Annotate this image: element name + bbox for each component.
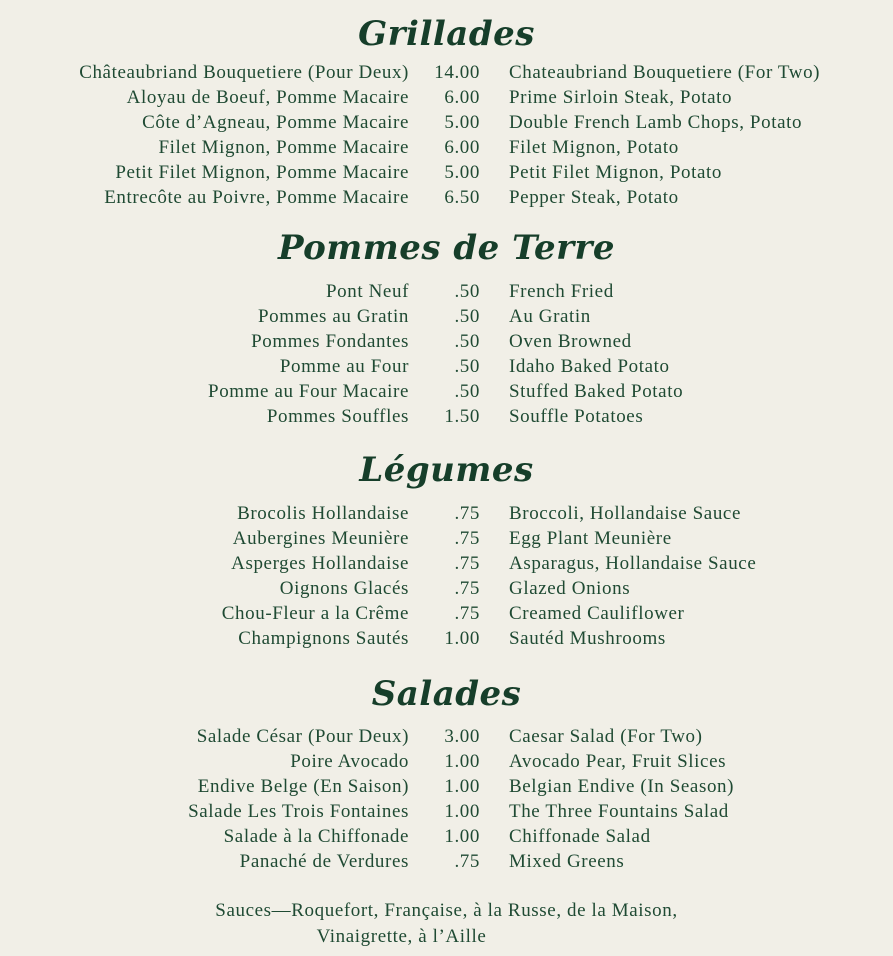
- item-english-name: Prime Sirloin Steak, Potato: [509, 87, 733, 108]
- item-price: .75: [454, 553, 480, 574]
- item-french-name: Pommes au Gratin: [257, 306, 409, 327]
- item-english-name: Idaho Baked Potato: [509, 356, 670, 377]
- item-price: 3.00: [444, 726, 480, 747]
- menu-item: [0, 381, 893, 406]
- item-french-name: Salade Les Trois Fontaines: [188, 801, 409, 822]
- item-english-name: Caesar Salad (For Two): [509, 726, 703, 747]
- item-french-name: Chou-Fleur a la Crême: [221, 603, 409, 624]
- item-english-name: Au Gratin: [509, 306, 591, 327]
- section-title-grillades: Grillades: [358, 14, 535, 54]
- item-english-name: Chateaubriand Bouquetiere (For Two): [509, 62, 821, 83]
- item-price: .75: [454, 528, 480, 549]
- item-english-name: Egg Plant Meunière: [509, 528, 672, 549]
- item-price: 1.00: [444, 801, 480, 822]
- item-french-name: Pommes Souffles: [266, 406, 409, 427]
- item-english-name: Filet Mignon, Potato: [509, 137, 679, 158]
- item-price: .50: [454, 356, 480, 377]
- item-french-name: Panaché de Verdures: [239, 851, 409, 872]
- item-price: 14.00: [434, 62, 480, 83]
- menu-item: [0, 851, 893, 876]
- item-price: .75: [454, 603, 480, 624]
- item-french-name: Aubergines Meunière: [232, 528, 409, 549]
- item-french-name: Entrecôte au Poivre, Pomme Macaire: [104, 187, 409, 208]
- item-price: 6.50: [444, 187, 480, 208]
- item-english-name: Petit Filet Mignon, Potato: [509, 162, 723, 183]
- item-french-name: Pomme au Four: [279, 356, 409, 377]
- menu-item: [0, 87, 893, 112]
- item-price: 1.00: [444, 751, 480, 772]
- sauces-line-1: Sauces—Roquefort, Française, à la Russe, de la Maison,: [215, 900, 678, 921]
- item-english-name: Stuffed Baked Potato: [509, 381, 684, 402]
- item-english-name: Broccoli, Hollandaise Sauce: [509, 503, 741, 524]
- item-price: .50: [454, 381, 480, 402]
- item-english-name: Sautéd Mushrooms: [509, 628, 666, 649]
- menu-item: [0, 306, 893, 331]
- item-price: .50: [454, 331, 480, 352]
- item-english-name: Chiffonade Salad: [509, 826, 651, 847]
- item-french-name: Châteaubriand Bouquetiere (Pour Deux): [79, 62, 409, 83]
- item-price: 6.00: [444, 137, 480, 158]
- item-price: .75: [454, 503, 480, 524]
- item-english-name: French Fried: [509, 281, 614, 302]
- menu-item: [0, 578, 893, 603]
- item-french-name: Salade César (Pour Deux): [196, 726, 409, 747]
- menu-item: [0, 406, 893, 431]
- item-price: 1.00: [444, 776, 480, 797]
- item-price: 1.00: [444, 628, 480, 649]
- section-title-legumes: Légumes: [359, 450, 534, 490]
- sauces-line-2: Vinaigrette, à l’Aille: [316, 926, 487, 947]
- item-french-name: Pommes Fondantes: [251, 331, 409, 352]
- menu-item: [0, 628, 893, 653]
- item-french-name: Salade à la Chiffonade: [223, 826, 409, 847]
- item-english-name: Belgian Endive (In Season): [509, 776, 735, 797]
- menu-item: [0, 187, 893, 212]
- menu-item: [0, 356, 893, 381]
- item-english-name: Double French Lamb Chops, Potato: [509, 112, 803, 133]
- item-french-name: Oignons Glacés: [279, 578, 409, 599]
- menu-item: [0, 162, 893, 187]
- item-price: .50: [454, 281, 480, 302]
- item-english-name: Oven Browned: [509, 331, 632, 352]
- item-french-name: Poire Avocado: [290, 751, 409, 772]
- item-price: .75: [454, 578, 480, 599]
- menu-item: [0, 776, 893, 801]
- item-price: 1.00: [444, 826, 480, 847]
- section-title-pommes-de-terre: Pommes de Terre: [277, 228, 616, 268]
- menu-item: [0, 503, 893, 528]
- menu-item: [0, 528, 893, 553]
- item-english-name: The Three Fountains Salad: [509, 801, 729, 822]
- menu-item: [0, 751, 893, 776]
- item-english-name: Souffle Potatoes: [509, 406, 644, 427]
- menu-item: [0, 726, 893, 751]
- item-price: .75: [454, 851, 480, 872]
- item-french-name: Petit Filet Mignon, Pomme Macaire: [115, 162, 409, 183]
- item-french-name: Pomme au Four Macaire: [208, 381, 409, 402]
- item-english-name: Asparagus, Hollandaise Sauce: [509, 553, 757, 574]
- item-price: 1.50: [444, 406, 480, 427]
- section-title-salades: Salades: [371, 674, 522, 714]
- menu-item: [0, 137, 893, 162]
- item-english-name: Mixed Greens: [509, 851, 625, 872]
- item-french-name: Filet Mignon, Pomme Macaire: [158, 137, 409, 158]
- item-price: 5.00: [444, 162, 480, 183]
- item-english-name: Creamed Cauliflower: [509, 603, 685, 624]
- item-price: 6.00: [444, 87, 480, 108]
- menu-item: [0, 331, 893, 356]
- item-french-name: Endive Belge (En Saison): [197, 776, 409, 797]
- menu-item: [0, 281, 893, 306]
- menu-item: [0, 553, 893, 578]
- item-english-name: Glazed Onions: [509, 578, 631, 599]
- item-french-name: Champignons Sautés: [238, 628, 409, 649]
- menu-item: [0, 112, 893, 137]
- item-english-name: Avocado Pear, Fruit Slices: [509, 751, 727, 772]
- item-price: 5.00: [444, 112, 480, 133]
- sauces-note: [0, 898, 893, 950]
- menu-item: [0, 603, 893, 628]
- item-english-name: Pepper Steak, Potato: [509, 187, 679, 208]
- menu-item: [0, 826, 893, 851]
- item-french-name: Asperges Hollandaise: [231, 553, 409, 574]
- item-french-name: Pont Neuf: [326, 281, 409, 302]
- menu-item: [0, 801, 893, 826]
- item-french-name: Côte d’Agneau, Pomme Macaire: [142, 112, 409, 133]
- item-price: .50: [454, 306, 480, 327]
- item-french-name: Aloyau de Boeuf, Pomme Macaire: [126, 87, 409, 108]
- item-french-name: Brocolis Hollandaise: [237, 503, 409, 524]
- menu-item: [0, 62, 893, 87]
